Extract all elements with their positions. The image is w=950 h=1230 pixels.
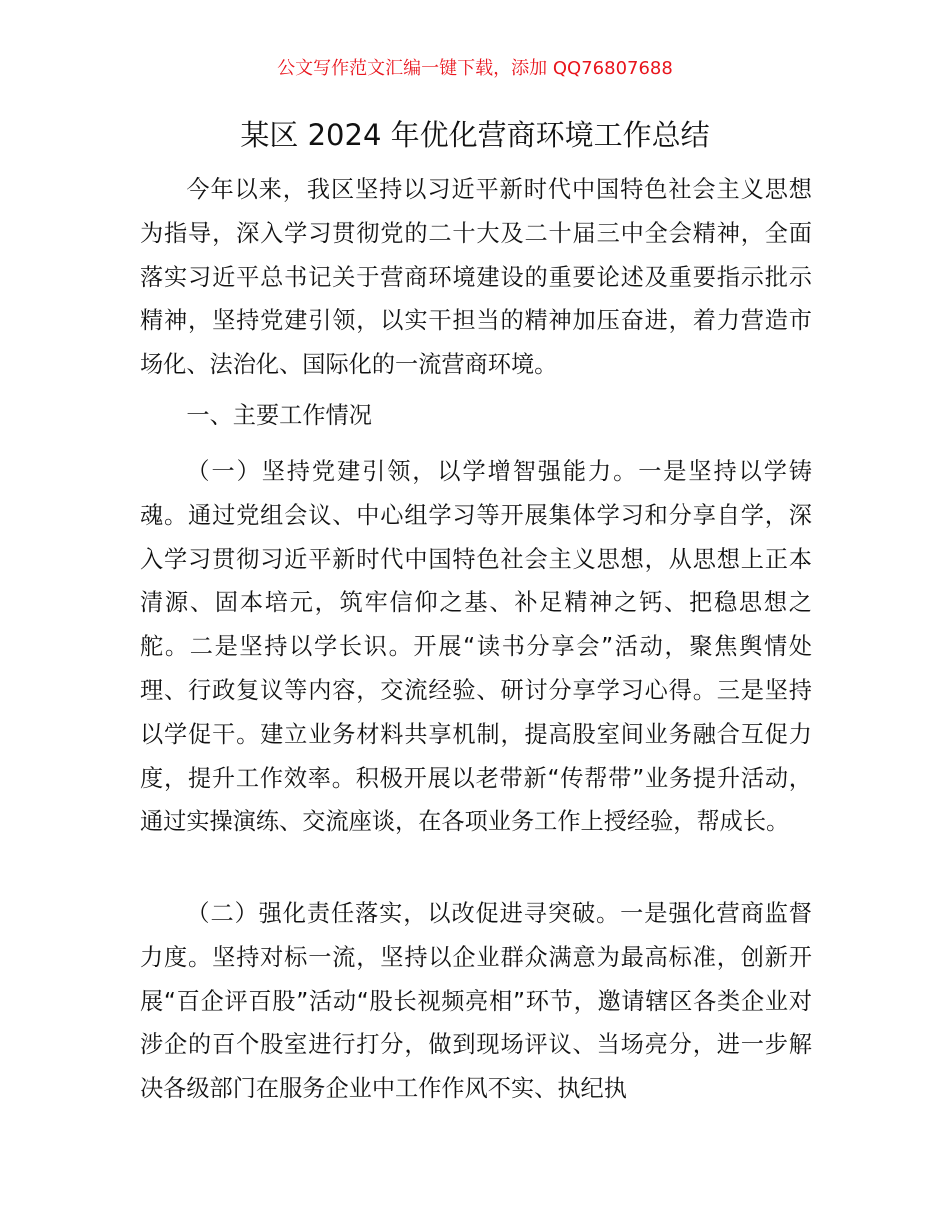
subsection-party-building-paragraph: （一）坚持党建引领，以学增智强能力。一是坚持以学铸魂。通过党组会议、中心组学习等开展集体学习和分享自学，深入学习贯彻习近平新时代中国特色社会主义思想，从思想上正本清源、固本培元，筑牢信仰之基、补足精神之钙、把稳思想之舵。二是坚持以学长识。开展“读书分享会”活动，聚焦舆情处理、行政复议等内容，交流经验、研讨分享学习心得。三是坚持以学促干。建立业务材料共享机制，提高股室间业务融合互促力度，提升工作效率。积极开展以老带新“传帮带”业务提升活动，通过实操演练、交流座谈，在各项业务工作上授经验，帮成长。: [140, 458, 812, 836]
subsection-responsibility-paragraph: （二）强化责任落实，以改促进寻突破。一是强化营商监督力度。坚持对标一流，坚持以企业群众满意为最高标准，创新开展“百企评百股”活动“股长视频亮相”环节，邀请辖区各类企业对涉企的百个股室进行打分，做到现场评议、当场亮分，进一步解决各级部门在服务企业中工作作风不实、执纪执: [140, 900, 812, 1103]
intro-paragraph: 今年以来，我区坚持以习近平新时代中国特色社会主义思想为指导，深入学习贯彻党的二十大及二十届三中全会精神，全面落实习近平总书记关于营商环境建设的重要论述及重要指示批示精神，坚持党建引领，以实干担当的精神加压奋进，着力营造市场化、法治化、国际化的一流营商环境。: [140, 176, 812, 379]
section-heading-main-work: 一、主要工作情况: [186, 402, 372, 429]
document-title: 某区 2024 年优化营商环境工作总结: [240, 118, 710, 152]
promo-banner: 公文写作范文汇编一键下载，添加 QQ76807688: [277, 58, 673, 79]
